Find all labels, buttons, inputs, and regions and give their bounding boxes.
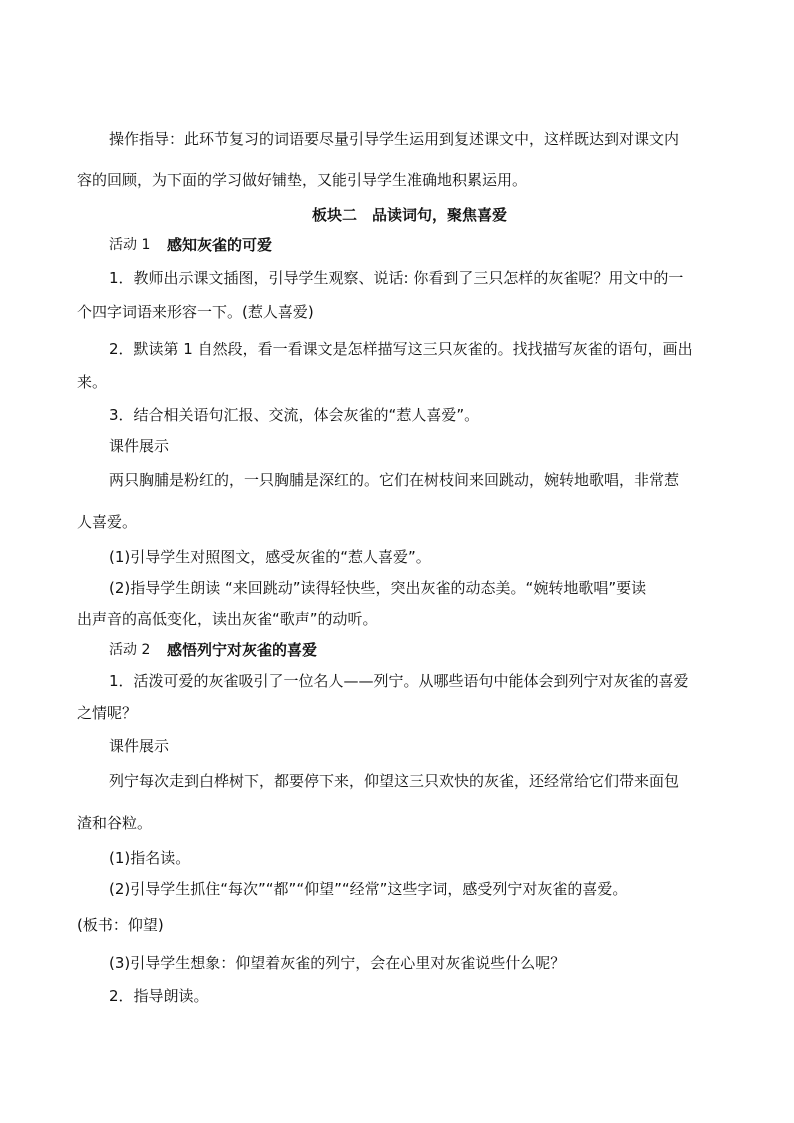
activity-2-item-2: 2．指导朗读。 (109, 987, 209, 1005)
operation-guide-line-2: 容的回顾，为下面的学习做好铺垫，又能引导学生准确地积累运用。 (77, 171, 528, 189)
activity-1-item-3: 3．结合相关语句汇报、交流，体会灰雀的“惹人喜爱”。 (109, 406, 480, 424)
guide-step-1-1: (1)引导学生对照图文，感受灰雀的“惹人喜爱”。 (109, 548, 431, 566)
courseware-quote-1-line-1: 两只胸脯是粉红的，一只胸脯是深红的。它们在树枝间来回跳动，婉转地歌唱，非常惹 (109, 471, 680, 489)
activity-1-item-1-line-1: 1．教师出示课文插图，引导学生观察、说话: 你看到了三只怎样的灰雀呢？用文中的一 (109, 269, 684, 287)
activity-1-title: 感知灰雀的可爱 (167, 236, 273, 254)
courseware-quote-2-line-2: 渣和谷粒。 (77, 814, 153, 832)
activity-1-item-2-line-2: 来。 (77, 373, 108, 391)
activity-2-item-1-line-1: 1．活泼可爱的灰雀吸引了一位名人——列宁。从哪些语句中能体会到列宁对灰雀的喜爱 (109, 672, 689, 690)
courseware-quote-1-line-2: 人喜爱。 (77, 513, 138, 531)
activity-1-item-2-line-1: 2．默读第 1 自然段，看一看课文是怎样描写这三只灰雀的。找找描写灰雀的语句，画出 (109, 340, 693, 358)
guide-step-2-2-line-2: (板书：仰望) (77, 916, 164, 934)
courseware-quote-2-line-1: 列宁每次走到白桦树下，都要停下来，仰望这三只欢快的灰雀，还经常给它们带来面包 (109, 772, 680, 790)
guide-step-2-3: (3)引导学生想象：仰望着灰雀的列宁，会在心里对灰雀说些什么呢？ (109, 954, 566, 972)
guide-step-1-2-line-1: (2)指导学生朗读 “来回跳动”读得轻快些，突出灰雀的动态美。“婉转地歌唱”要读 (109, 579, 647, 597)
courseware-label-1: 课件展示 (109, 437, 170, 455)
activity-2-title: 感悟列宁对灰雀的喜爱 (167, 641, 318, 659)
guide-step-2-1: (1)指名读。 (109, 849, 191, 867)
activity-1-label: 活动 1 (109, 237, 151, 253)
activity-2-item-1-line-2: 之情呢？ (77, 704, 138, 722)
guide-step-1-2-line-2: 出声音的高低变化，读出灰雀“歌声”的动听。 (77, 610, 378, 628)
courseware-label-2: 课件展示 (109, 737, 170, 755)
guide-step-2-2-line-1: (2)引导学生抓住“每次”“都”“仰望”“经常”这些字词，感受列宁对灰雀的喜爱。 (109, 880, 628, 898)
activity-2-label: 活动 2 (109, 642, 151, 658)
section-title: 板块二 品读词句，聚焦喜爱 (312, 206, 508, 224)
operation-guide-line-1: 操作指导：此环节复习的词语要尽量引导学生运用到复述课文中，这样既达到对课文内 (109, 130, 680, 148)
activity-1-item-1-line-2: 个四字词语来形容一下。(惹人喜爱) (77, 303, 314, 321)
